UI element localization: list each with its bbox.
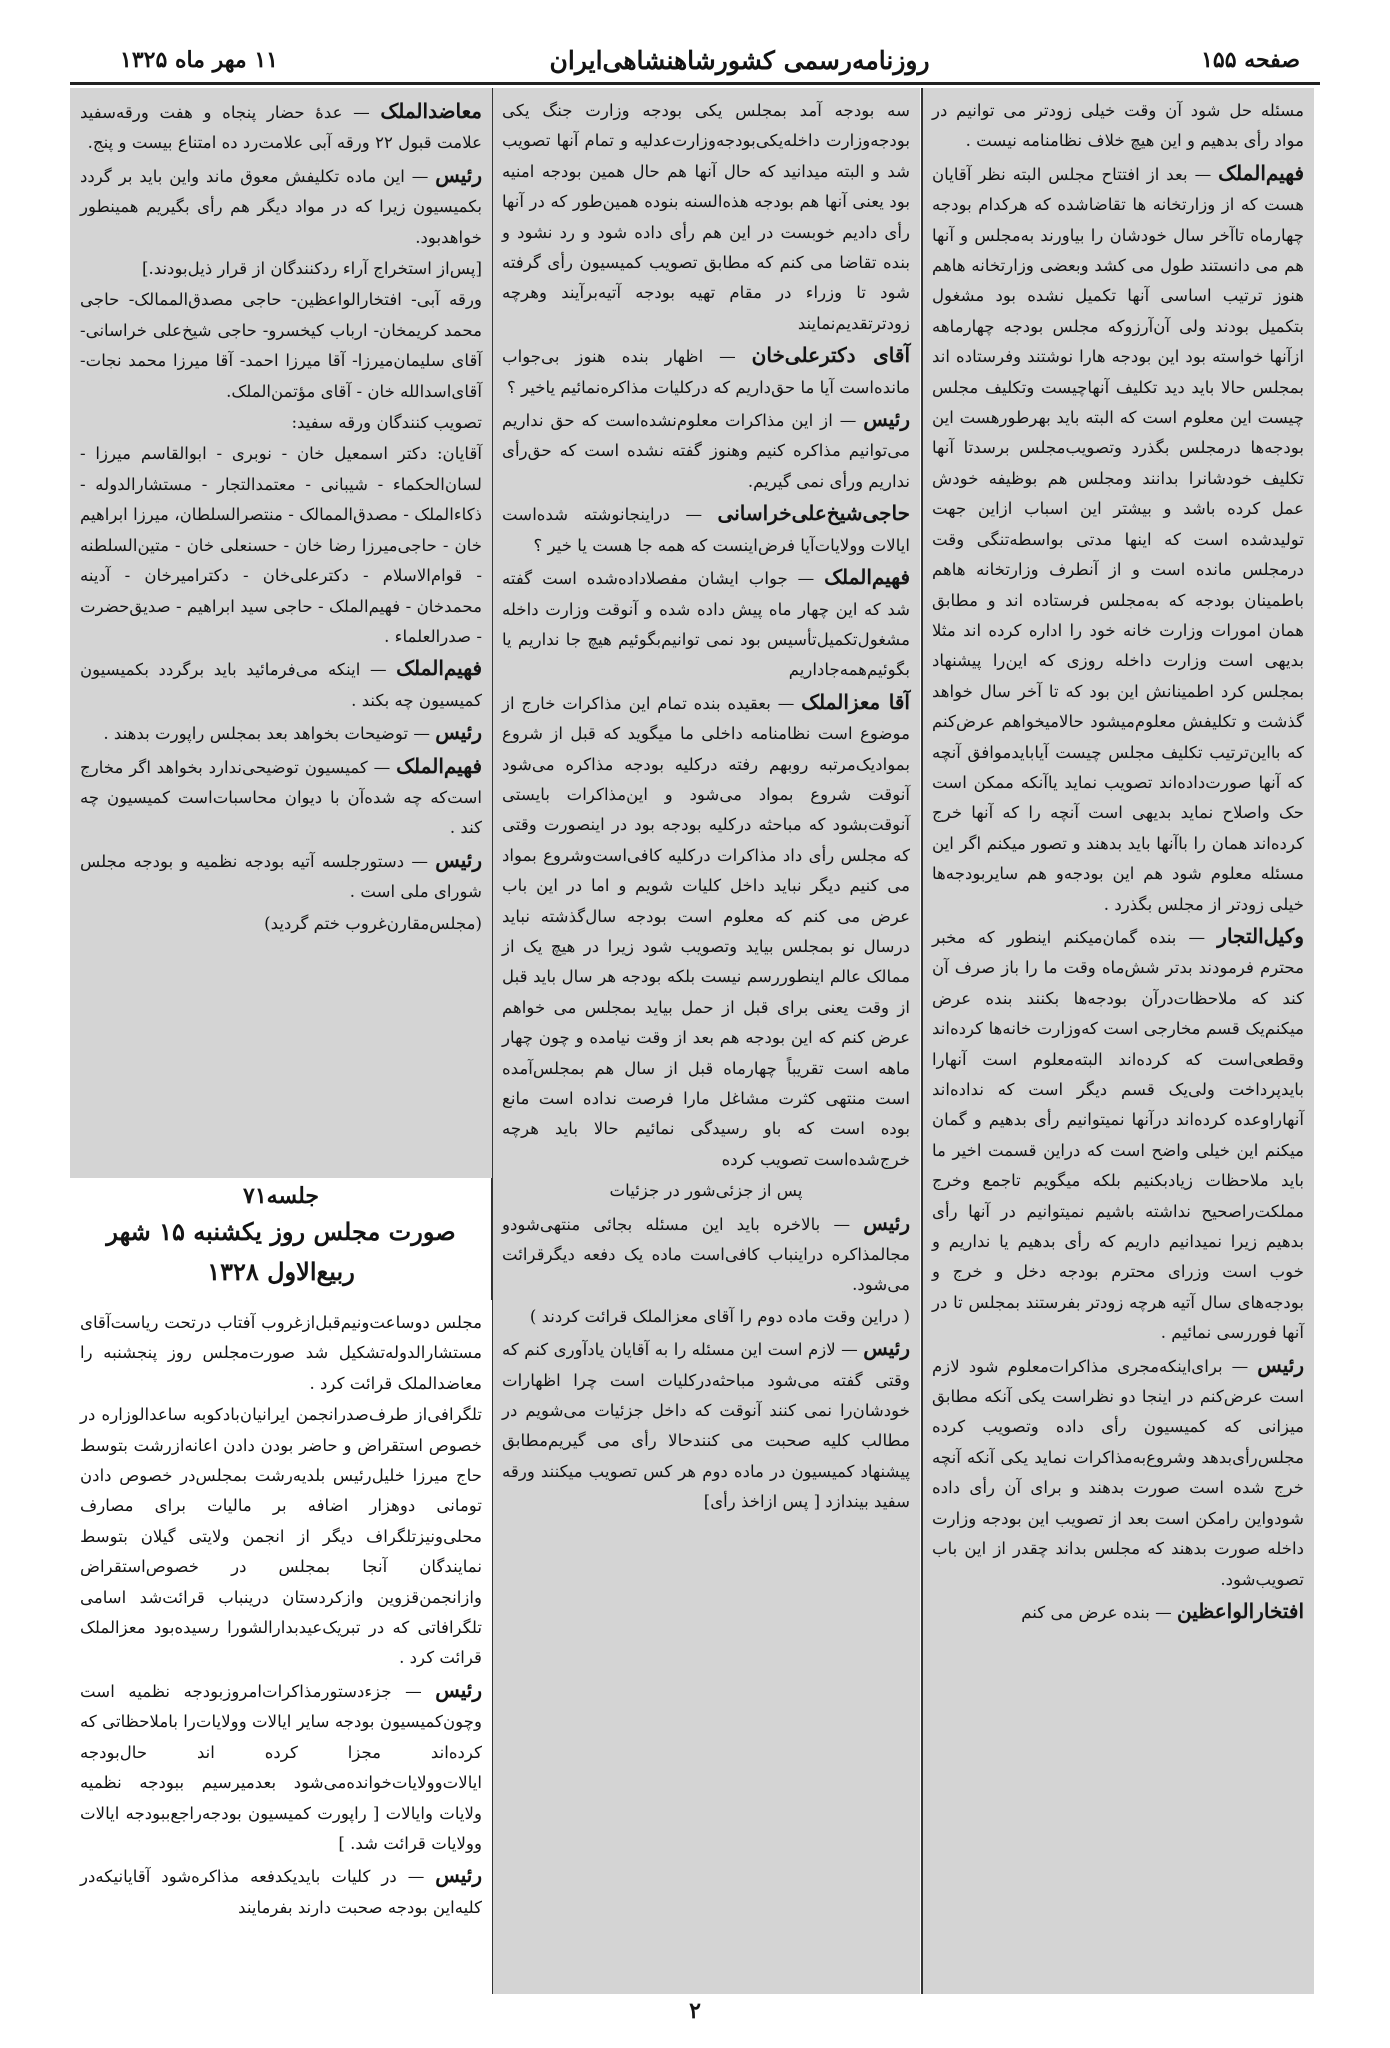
speaker-name: رئیس xyxy=(435,720,482,745)
column-left-bottom xyxy=(70,1300,492,1994)
column-middle xyxy=(492,88,920,1994)
page-number: ۲ xyxy=(689,1998,701,2024)
paragraph-text: مجلس دوساعت‌ونیم‌قبل‌ازغروب آفتاب درتحت ریاست‌آقای مستشارالدوله‌تشکیل شد صورت‌مجلس روز پنجشنبه را معاضدالملک قرائت کرد . xyxy=(80,1313,482,1393)
paragraph-text: در کلیات بایدیکدفعه مذاکره‌شود آقایانیکه‌در کلیه‌این بودجه صحبت دارند بفرمایند xyxy=(80,1867,482,1917)
paragraph: معاضدالملک — عدهٔ حضار پنجاه و هفت ورقه‌سفید علامت قبول ۲۲ ورقه آبی علامت‌رد ده امتناع بیست و پنج. xyxy=(80,99,482,153)
paragraph xyxy=(502,1302,910,1332)
paragraph: فهیم‌الملک — بعد از افتتاح مجلس البته نظر آقایان هست که از وزارتخانه ها تقاضاشده که هرکدام بودجه چهارماه تاآخر سال خودشان را بیاورند به‌مجلس و آنها هم می دانستند طول می کشد وبعضی وزارتخانه هاهم هنوز ترتیب اساسی آنها تکمیل نشده بود مشغول بتکمیل بودند ولی آن‌آرزوکه مجلس بودجه چهارماهه ازآنها خواسته بود این بودجه هارا نوشتند وفرستاده اند بمجلس حالا باید دید تکلیف آنهاچیست وتکلیف مجلس چیست این معلوم است که البته باید بهرطورهست این بودجه‌ها درمجلس بگذرد وتصویب‌مجلس برسدتا آنها تکلیف خودشانرا بدانند ومجلس هم بوظیفه خودش عمل کرده باشد و بیشتر این اسباب ازاین جهت تولیدشده است که اینها مدتی بواسطه‌تنگی وقت درمجلس مانده است و از آنطرف وزارتخانه هاهم باطمینان بودجه که به‌مجلس فرستاده اند و مطابق همان امورات وزارت خانه خود را اداره کرده اند مثلا بدیهی است وزارت داخله روزی که این‌را پیشنهاد بمجلس کرد اطمینانش این بود که تا آخر سال خواهد گذشت و تکلیفش معلوم‌میشود حالامیخواهم عرض‌کنم که بااین‌ترتیب تکلیف مجلس چیست آیاباید‌موافق آنچه که آنها صورت‌داده‌اند تصویب نماید یاآنکه ممکن است حک واصلاح نماید بدیهی است آنچه را که آنها خرج کرده‌اند همان را باآنها باید بدهند و تصور میکنم اگر این مسئله معلوم شود هم این بودجه‌و هم سایربودجه‌ها خیلی زودتر از مجلس بگذرد . xyxy=(932,160,1304,914)
paragraph xyxy=(80,1308,482,1399)
page-header xyxy=(120,40,1300,80)
paragraph-text: بنده عرض می کنم xyxy=(1021,1602,1150,1622)
paragraph: افتخارالواعظین — بنده عرض می کنم xyxy=(1021,1598,1304,1623)
speaker-name: رئیس xyxy=(863,407,910,432)
speaker-name: وکیل‌التجار xyxy=(1217,923,1304,948)
speaker-name: فهیم‌الملک xyxy=(396,753,482,778)
paragraph-text: سه بودجه آمد بمجلس یکی بودجه وزارت جنگ یکی بودجه‌وزارت داخله‌یکی‌بودجه‌وزارت‌عدلیه و تمام آنها تصویب شد و البته میدانید که حال آنها هم حال همین بودجه امنیه بود یعنی آنها هم بودجه هذه‌السنه بنوده همین‌طور که در آنها رأی دادیم خوبست در این هم رأی داده شود و رد نشود و بنده تقاضا می کنم که مطابق تصویب کمیسیون رأی گرفته شود تا وزراء در مقام تهیه بودجه آتیه‌برآیند وهرچه زودتر‌تقدیم‌نمایند xyxy=(502,101,910,333)
speaker-name: آقا معزالملک xyxy=(801,689,910,714)
header-title: روزنامه‌رسمی کشورشاهنشاهی‌ایران xyxy=(549,45,930,75)
paragraph xyxy=(502,96,910,339)
paragraph: رئیس — برای‌اینکه‌مجری مذاکرات‌معلوم شود لازم است عرض‌کنم در اینجا دو نظراست یکی آنکه مطابق میزانی که کمیسیون رأی داده وتصویب کرده مجلس‌رأی‌بدهد وشروع‌به‌مذاکرات نماید یکی آنکه آنچه خرج شده است صورت بدهند و برای آن رأی داده شودواین رامکن است بعد از تصویب این بودجه وزارت داخله صورت بدهند که مجلس بداند چقدر از این باب تصویب‌شود. xyxy=(932,1352,1304,1589)
speaker-name: رئیس xyxy=(435,1677,482,1702)
paragraph: رئیس — لازم است این مسئله را به آقایان یادآوری کنم که وقتی گفته می‌شود مباحثه‌درکلیات است چرا اظهارات خودشان‌را نمی کنند آنوقت که داخل جزئیات می‌شویم در مطالب کلیه صحبت می کنندحالا رأی می گیریم‌مطابق پیشنهاد کمیسیون در ماده دوم هر کس تصویب میکنند ورقه سفید بیندازد [ پس ازاخذ رأی] xyxy=(502,1336,910,1512)
speaker-name: رئیس xyxy=(863,1210,910,1235)
paragraph-text: پس از جزئی‌شور در جزئیات xyxy=(609,1181,803,1201)
paragraph: رئیس — دستورجلسه آتیه بودجه نظمیه و بودجه مجلس شورای ملی است . xyxy=(80,847,482,902)
paragraph: آقای دکترعلی‌خان — اظهار بنده هنوز بی‌جواب مانده‌است آیا ما حق‌داریم که درکلیات مذاکره‌نمائیم یاخیر ؟ xyxy=(502,343,910,397)
paragraph: رئیس — توضیحات بخواهد بعد بمجلس راپورت بدهند . xyxy=(103,720,482,745)
paragraph-text: مسئله حل شود آن وقت خیلی زودتر می توانیم در مواد رأی بدهیم و این هیچ خلاف نظامنامه نیست . xyxy=(932,101,1304,151)
speaker-name: رئیس xyxy=(435,847,482,872)
paragraph-text: جزءدستورمذاکرات‌امروزبودجه نظمیه است وچون‌کمیسیون بودجه سایر ایالات وولایات‌را با‌ملاحظاتی که کرده‌اند مجزا کرده اند حال‌بودجه ایالات‌وولایات‌خوانده‌می‌شود بعد‌میرسیم ببودجه نظمیه ولایات وایالات [ راپورت کمیسیون بودجه‌راجع‌ببودجه ایالات وولایات قرائت شد. ] xyxy=(80,1681,482,1853)
paragraph xyxy=(932,96,1304,157)
paragraph-text: بالاخره باید این مسئله بجائی منتهی‌شودو مجالمذاکره دراینباب کافی‌است ماده یک دفعه دیگرقرائت می‌شود. xyxy=(502,1214,910,1295)
paragraph xyxy=(80,1400,482,1674)
paragraph xyxy=(502,1176,910,1206)
session-title: صورت مجلس روز یکشنبه ۱۵ شهر ربیع‌الاول ۱۳۲۸ xyxy=(106,1217,456,1286)
speaker-name: رئیس xyxy=(1257,1352,1304,1377)
speaker-name: معاضدالملک xyxy=(380,99,482,123)
paragraph: رئیس — جزءدستورمذاکرات‌امروزبودجه نظمیه است وچون‌کمیسیون بودجه سایر ایالات وولایات‌را با‌ملاحظاتی که کرده‌اند مجزا کرده اند حال‌بودجه ایالات‌وولایات‌خوانده‌می‌شود بعد‌میرسیم ببودجه نظمیه ولایات وایالات [ راپورت کمیسیون بودجه‌راجع‌ببودجه ایالات وولایات قرائت شد. ] xyxy=(80,1677,482,1853)
paragraph-text: توضیحات بخواهد بعد بمجلس راپورت بدهند . xyxy=(103,724,409,744)
paragraph: رئیس — در کلیات بایدیکدفعه مذاکره‌شود آقایانیکه‌در کلیه‌این بودجه صحبت دارند بفرمایند xyxy=(80,1863,482,1917)
paragraph-text: دستورجلسه آتیه بودجه نظمیه و بودجه مجلس شورای ملی است . xyxy=(80,851,482,902)
paragraph xyxy=(80,909,482,939)
paragraph-text: بنده گمان‌میکنم اینطور که مخبر محترم فرمودند بدتر شش‌ماه وقت ما را باز صرف آن کند که ملاحظات‌درآن بودجه‌ها بکنند بنده عرض میکنم‌یک قسم مخارجی است که‌وزارت خانه‌ها کرده‌اند وقطعی‌است که کرده‌اند البته‌معلوم است آنهارا بایدپرداخت ولی‌یک قسم دیگر است که نداده‌اند آنهارا‌وعده کرده‌اند درآنها نمیتوانیم رأی بدهیم و گمان میکنم این خیلی واضح است که دراین قسمت اخیر ما باید ملاحظات زیادبکنیم بلکه میگویم تاجمع وخرج مملکت‌راصحیح نداشته باشیم نمیتوانیم در آنها رأی بدهیم زیرا نمیدانیم داریم که رأی بدهیم یا نداریم و خوب است وزرای محترم بودجه دخل و خرج و بودجه‌های سال آتیه هرچه زودتر بفرستند بمجلس تا در آنها فوررسی نمائیم . xyxy=(932,927,1304,1343)
paragraph xyxy=(80,408,482,438)
paragraph-text: جواب ایشان مفصلاداده‌شده است گفته شد که این چهار ماه پیش داده شده و آنوقت وزارت داخله مشغول‌تکمیل‌تأسیس بود نمی توانیم‌بگوئیم هیچ جا نداریم یا بگوئیم‌همه‌جاداریم xyxy=(502,569,910,680)
speaker-name: افتخارالواعظین xyxy=(1177,1598,1304,1623)
paragraph-text: آقایان: دکتر اسمعیل خان - نوبری - ابوالقاسم میرزا - لسان‌الحکماء - شیبانی - معتمدالتجار - مستشارالدوله - ذکاءالملک - مصدق‌الممالک - منتصرالسلطان، میرزا ابراهیم خان - حاجی‌میرزا رضا خان - حسنعلی خان - متین‌السلطنه - قوام‌الاسلام - دکترعلی‌خان - دکترامیرخان - آدینه محمدخان - فهیم‌الملک - حاجی سید ابراهیم - صدیق‌حضرت - صدرالعلماء . xyxy=(80,444,482,646)
paragraph: رئیس — بالاخره باید این مسئله بجائی منتهی‌شودو مجالمذاکره دراینباب کافی‌است ماده یک دفعه دیگرقرائت می‌شود. xyxy=(502,1210,910,1295)
speaker-name: فهیم‌الملک xyxy=(824,565,910,590)
header-rule xyxy=(70,82,1320,85)
header-page-label: صفحه ۱۵۵ xyxy=(1201,47,1300,73)
column-left-top xyxy=(70,88,492,1178)
paragraph: فهیم‌الملک — کمیسیون توضیحی‌ندارد بخواهد اگر مخارج است‌که چه شده‌آن با دیوان محاسبات‌است کمیسیون چه کند . xyxy=(80,753,482,838)
session-heading xyxy=(70,1180,492,1300)
paragraph: رئیس — از این مذاکرات معلوم‌نشده‌است که حق نداریم می‌توانیم مذاکره کنیم وهنوز گفته نشده است که حق‌رأی نداریم ورأی نمی گیریم. xyxy=(502,407,910,491)
paragraph-text: اظهار بنده هنوز بی‌جواب مانده‌است آیا ما حق‌داریم که درکلیات مذاکره‌نمائیم یاخیر ؟ xyxy=(502,347,910,397)
paragraph: فهیم‌الملک — اینکه می‌فرمائید باید برگردد بکمیسیون کمیسیون چه بکند . xyxy=(80,656,482,710)
paragraph: فهیم‌الملک — جواب ایشان مفصلاداده‌شده است گفته شد که این چهار ماه پیش داده شده و آنوقت وزارت داخله مشغول‌تکمیل‌تأسیس بود نمی توانیم‌بگوئیم هیچ جا نداریم یا بگوئیم‌همه‌جاداریم xyxy=(502,565,910,680)
paragraph-text: برای‌اینکه‌مجری مذاکرات‌معلوم شود لازم است عرض‌کنم در اینجا دو نظراست یکی آنکه مطابق میزانی که کمیسیون رأی داده وتصویب کرده مجلس‌رأی‌بدهد وشروع‌به‌مذاکرات نماید یکی آنکه آنچه خرج شده است صورت بدهند و برای آن رأی داده شودواین رامکن است بعد از تصویب این بودجه وزارت داخله صورت بدهند که مجلس بداند چقدر از این باب تصویب‌شود. xyxy=(932,1356,1304,1589)
speaker-name: رئیس xyxy=(863,1336,910,1361)
paragraph-text: بعقیده بنده تمام این مذاکرات خارج از موضوع است نظامنامه داخلی ما میگوید که قبل از شروع بمواد‌یک‌مرتبه روبهم رفته درکلیه بودجه مذاکره می‌شود آنوقت شروع بمواد می‌شود و این‌مذاکرات بایستی آنوقت‌بشود که مباحثه درکلیه بودجه بود در اینصورت وقتی که مجلس رأی داد مذاکرات درکلیه کافی‌است‌وشروع بمواد می کنیم دیگر نباید داخل کلیات شویم و اما در این باب عرض می کنم که معلوم است بودجه سال‌گذشته نباید درسال نو بمجلس بیاید وتصویب شود زیرا در هیچ یک از ممالک عالم اینطوررسم نیست بلکه بودجه هر سال باید قبل از وقت یعنی برای قبل از حمل بیاید بمجلس می خواهم عرض کنم که این بودجه هم بعد از وقت نیامده و چون چهار ماهه است تقریباً چهارماه قبل از سال هم بمجلس‌آمده است منتهی کثرت مشاغل مارا فرصت نداده است مانع بوده است که باو رسید‌گی نمائیم حالا باید هرچه خرج‌شده‌است تصویب کرده xyxy=(502,693,910,1169)
column-divider xyxy=(921,88,923,1994)
paragraph-text: عدهٔ حضار پنجاه و هفت ورقه‌سفید علامت قبول ۲۲ ورقه آبی علامت‌رد ده امتناع بیست و پنج. xyxy=(80,103,482,153)
paragraph-text: دراینجانوشته شده‌است ایالات وولایات‌آیا فرض‌اینست که همه جا هست یا خیر ؟ xyxy=(502,505,910,555)
paragraph-text: از این مذاکرات معلوم‌نشده‌است که حق نداریم می‌توانیم مذاکره کنیم وهنوز گفته نشده است که حق‌رأی نداریم ورأی نمی گیریم. xyxy=(502,411,910,491)
paragraph xyxy=(80,285,482,407)
column-right xyxy=(922,88,1314,1994)
paragraph-text: کمیسیون توضیحی‌ندارد بخواهد اگر مخارج است‌که چه شده‌آن با دیوان محاسبات‌است کمیسیون چه کند . xyxy=(80,757,482,838)
paragraph-text: لازم است این مسئله را به آقایان یادآوری کنم که وقتی گفته می‌شود مباحثه‌درکلیات است چرا اظهارات خودشان‌را نمی کنند آنوقت که داخل جزئیات می‌شویم در مطالب کلیه صحبت می کنندحالا رأی می گیریم‌مطابق پیشنهاد کمیسیون در ماده دوم هر کس تصویب میکنند ورقه سفید بیندازد [ پس ازاخذ رأی] xyxy=(502,1340,910,1512)
paragraph-text: ( دراین وقت ماده دوم را آقای معزالملک قرائت کردند ) xyxy=(529,1306,910,1326)
paragraph: رئیس — این ماده تکلیفش معوق ماند واین باید بر گردد بکمیسیون زیرا که در مواد دیگر هم رأی بگیریم همینطور خواهدبود. xyxy=(80,162,482,247)
paragraph: وکیل‌التجار — بنده گمان‌میکنم اینطور که مخبر محترم فرمودند بدتر شش‌ماه وقت ما را باز صرف آن کند که ملاحظات‌درآن بودجه‌ها بکنند بنده عرض میکنم‌یک قسم مخارجی است که‌وزارت خانه‌ها کرده‌اند وقطعی‌است که کرده‌اند البته‌معلوم است آنهارا بایدپرداخت ولی‌یک قسم دیگر است که نداده‌اند آنهارا‌وعده کرده‌اند درآنها نمیتوانیم رأی بدهیم و گمان میکنم این خیلی واضح است که دراین قسمت اخیر ما باید ملاحظات زیادبکنیم بلکه میگویم تاجمع وخرج مملکت‌راصحیح نداشته باشیم نمیتوانیم در آنها رأی بدهیم زیرا نمیدانیم داریم که رأی بدهیم یا نداریم و خوب است وزرای محترم بودجه دخل و خرج و بودجه‌های سال آتیه هرچه زودتر بفرستند بمجلس تا در آنها فوررسی نمائیم . xyxy=(932,923,1304,1343)
speaker-name: فهیم‌الملک xyxy=(1218,160,1304,185)
header-date: ۱۱ مهر ماه ۱۳۲۵ xyxy=(120,47,278,73)
paragraph xyxy=(80,439,482,652)
session-number: جلسه‌۷۱ xyxy=(243,1183,319,1209)
paragraph: آقا معزالملک — بعقیده بنده تمام این مذاکرات خارج از موضوع است نظامنامه داخلی ما میگوید که قبل از شروع بمواد‌یک‌مرتبه روبهم رفته درکلیه بودجه مذاکره می‌شود آنوقت شروع بمواد می‌شود و این‌مذاکرات بایستی آنوقت‌بشود که مباحثه درکلیه بودجه بود در اینصورت وقتی که مجلس رأی داد مذاکرات درکلیه کافی‌است‌وشروع بمواد می کنیم دیگر نباید داخل کلیات شویم و اما در این باب عرض می کنم که معلوم است بودجه سال‌گذشته نباید درسال نو بمجلس بیاید وتصویب شود زیرا در هیچ یک از ممالک عالم اینطوررسم نیست بلکه بودجه هر سال باید قبل از وقت یعنی برای قبل از حمل بیاید بمجلس می خواهم عرض کنم که این بودجه هم بعد از وقت نیامده و چون چهار ماهه است تقریباً چهارماه قبل از سال هم بمجلس‌آمده است منتهی کثرت مشاغل مارا فرصت نداده است مانع بوده است که باو رسید‌گی نمائیم حالا باید هرچه خرج‌شده‌است تصویب کرده xyxy=(502,689,910,1169)
speaker-name: رئیس xyxy=(435,162,482,187)
paragraph: حاجی‌شیخ‌علی‌خراسانی — دراینجانوشته شده‌است ایالات وولایات‌آیا فرض‌اینست که همه جا هست یا خیر ؟ xyxy=(502,501,910,555)
paragraph-text: (مجلس‌مقارن‌غروب ختم گردید) xyxy=(264,913,482,933)
speaker-name: آقای دکترعلی‌خان xyxy=(751,343,910,368)
paragraph-text: بعد از افتتاح مجلس البته نظر آقایان هست که از وزارتخانه ها تقاضاشده که هرکدام بودجه چهارماه تاآخر سال خودشان را بیاورند به‌مجلس و آنها هم می دانستند طول می کشد وبعضی وزارتخانه هاهم هنوز ترتیب اساسی آنها تکمیل نشده بود مشغول بتکمیل بودند ولی آن‌آرزوکه مجلس بودجه چهارماهه ازآنها خواسته بود این بودجه هارا نوشتند وفرستاده اند بمجلس حالا باید دید تکلیف آنهاچیست وتکلیف مجلس چیست این معلوم است که البته باید بهرطورهست این بودجه‌ها درمجلس بگذرد وتصویب‌مجلس برسدتا آنها تکلیف خودشانرا بدانند ومجلس هم بوظیفه خودش عمل کرده باشد و بیشتر این اسباب ازاین جهت تولیدشده است که اینها مدتی بواسطه‌تنگی وقت درمجلس مانده است و از آنطرف وزارتخانه هاهم باطمینان بودجه که به‌مجلس فرستاده اند و مطابق همان امورات وزارت خانه خود را اداره کرده اند مثلا بدیهی است وزارت داخله روزی که این‌را پیشنهاد بمجلس کرد اطمینانش این بود که تا آخر سال خواهد گذشت و تکلیفش معلوم‌میشود حالامیخواهم عرض‌کنم که بااین‌ترتیب تکلیف مجلس چیست آیاباید‌موافق آنچه که آنها صورت‌داده‌اند تصویب نماید یاآنکه ممکن است حک واصلاح نماید بدیهی است آنچه را که آنها خرج کرده‌اند همان را باآنها باید بدهند و تصور میکنم اگر این مسئله معلوم شود هم این بودجه‌و هم سایربودجه‌ها خیلی زودتر از مجلس بگذرد . xyxy=(932,164,1304,914)
paragraph-text: تلگرافی‌از طرف‌صدرانجمن ایرانیان‌باد‌کوبه ساعدالوزاره در خصوص استقراض و حاضر بودن دادن اعانه‌ازرشت بتوسط حاج میرزا خلیل‌رئیس بلدیه‌رشت بمجلس‌در خصوص دادن تومانی دوهزار اضافه بر مالیات برای مصارف محلی‌ونیز‌تلگراف دیگر از انجمن ولایتی گیلان بتوسط نمایندگان آنجا بمجلس در خصوص‌استقراض وازانجمن‌قزوین واز‌کردستان درینباب قرائت‌شد اسامی تلگرافاتی که در تبریک‌عید‌بدارالشورا رسیده‌بود معزالملک قرائت کرد . xyxy=(80,1405,482,1668)
paragraph xyxy=(80,254,482,284)
paragraph-text: ورقه آبی- افتخارالواعظین- حاجی مصدق‌الممالک- حاجی محمد کریمخان- ارباب کیخسرو- حاجی شیخ‌علی خراسانی- آقای سلیمان‌میرزا- آقا میرزا احمد- آقا میرزا محمد نجات- آقای‌اسدالله خان - آقای مؤتمن‌الملک. xyxy=(80,290,482,401)
paragraph-text: تصویب کنندگان ورقه سفید: xyxy=(291,413,482,433)
paragraph-text: اینکه می‌فرمائید باید برگردد بکمیسیون کمیسیون چه بکند . xyxy=(80,660,482,710)
paragraph-text: [پس‌از استخراج آراء ردکنندگان از قرار ذیل‌بودند.] xyxy=(141,259,482,279)
paragraph-text: این ماده تکلیفش معوق ماند واین باید بر گردد بکمیسیون زیرا که در مواد دیگر هم رأی بگیریم همینطور خواهدبود. xyxy=(80,166,482,247)
speaker-name: حاجی‌شیخ‌علی‌خراسانی xyxy=(717,501,910,526)
speaker-name: فهیم‌الملک xyxy=(396,656,482,681)
speaker-name: رئیس xyxy=(435,1863,482,1888)
